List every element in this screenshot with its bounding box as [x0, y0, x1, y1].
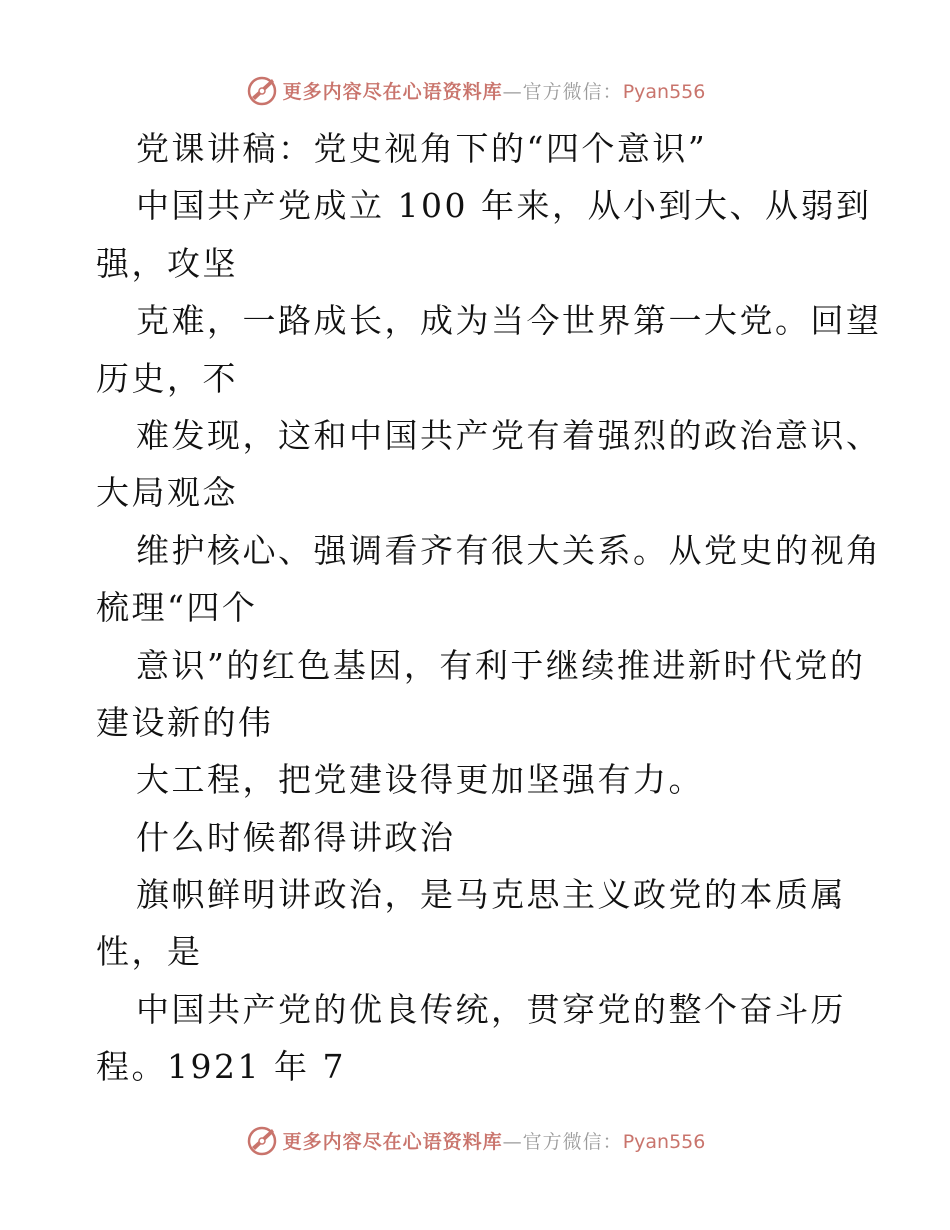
brand-logo-icon [245, 1123, 279, 1157]
watermark-dash: — [502, 80, 523, 103]
watermark-label: 官方微信： [522, 1130, 623, 1153]
text-line-3: 强，攻坚 [96, 243, 238, 283]
section-heading: 什么时候都得讲政治 [136, 817, 456, 857]
text-line-11: 建设新的伟 [96, 702, 274, 742]
text-line-8: 维护核心、强调看齐有很大关系。从党史的视角 [136, 530, 882, 570]
document-body [96, 120, 886, 1096]
watermark-label: 官方微信： [522, 80, 623, 103]
watermark-brand: 更多内容尽在心语资料库 [282, 1130, 503, 1153]
text-line-9: 梳理“四个 [96, 588, 258, 628]
brand-logo-icon [245, 73, 279, 107]
text-line-2: 中国共产党成立 100 年来，从小到大、从弱到 [136, 186, 872, 226]
text-line-16: 中国共产党的优良传统，贯穿党的整个奋斗历 [136, 989, 846, 1029]
watermark-text [283, 1127, 706, 1154]
text-line-14: 旗帜鲜明讲政治，是马克思主义政党的本质属 [136, 875, 846, 915]
text-line-7: 大局观念 [96, 473, 238, 513]
watermark-wechat-id: Pyan556 [622, 80, 706, 103]
text-line-15: 性，是 [96, 932, 203, 972]
text-line-17: 程。1921 年 7 [96, 1047, 346, 1087]
footer-watermark [0, 1122, 950, 1158]
header-watermark [0, 72, 950, 108]
watermark-brand: 更多内容尽在心语资料库 [282, 80, 503, 103]
watermark-dash: — [502, 1130, 523, 1153]
watermark-text [283, 77, 706, 104]
watermark-wechat-id: Pyan556 [622, 1130, 706, 1153]
text-line-12: 大工程，把党建设得更加坚强有力。 [136, 760, 704, 800]
text-line-5: 历史，不 [96, 358, 238, 398]
text-line-1: 党课讲稿：党史视角下的“四个意识” [136, 129, 708, 168]
text-line-4: 克难，一路成长，成为当今世界第一大党。回望 [136, 301, 882, 341]
text-line-6: 难发现，这和中国共产党有着强烈的政治意识、 [136, 415, 882, 455]
text-line-10: 意识”的红色基因，有利于继续推进新时代党的 [136, 645, 866, 685]
